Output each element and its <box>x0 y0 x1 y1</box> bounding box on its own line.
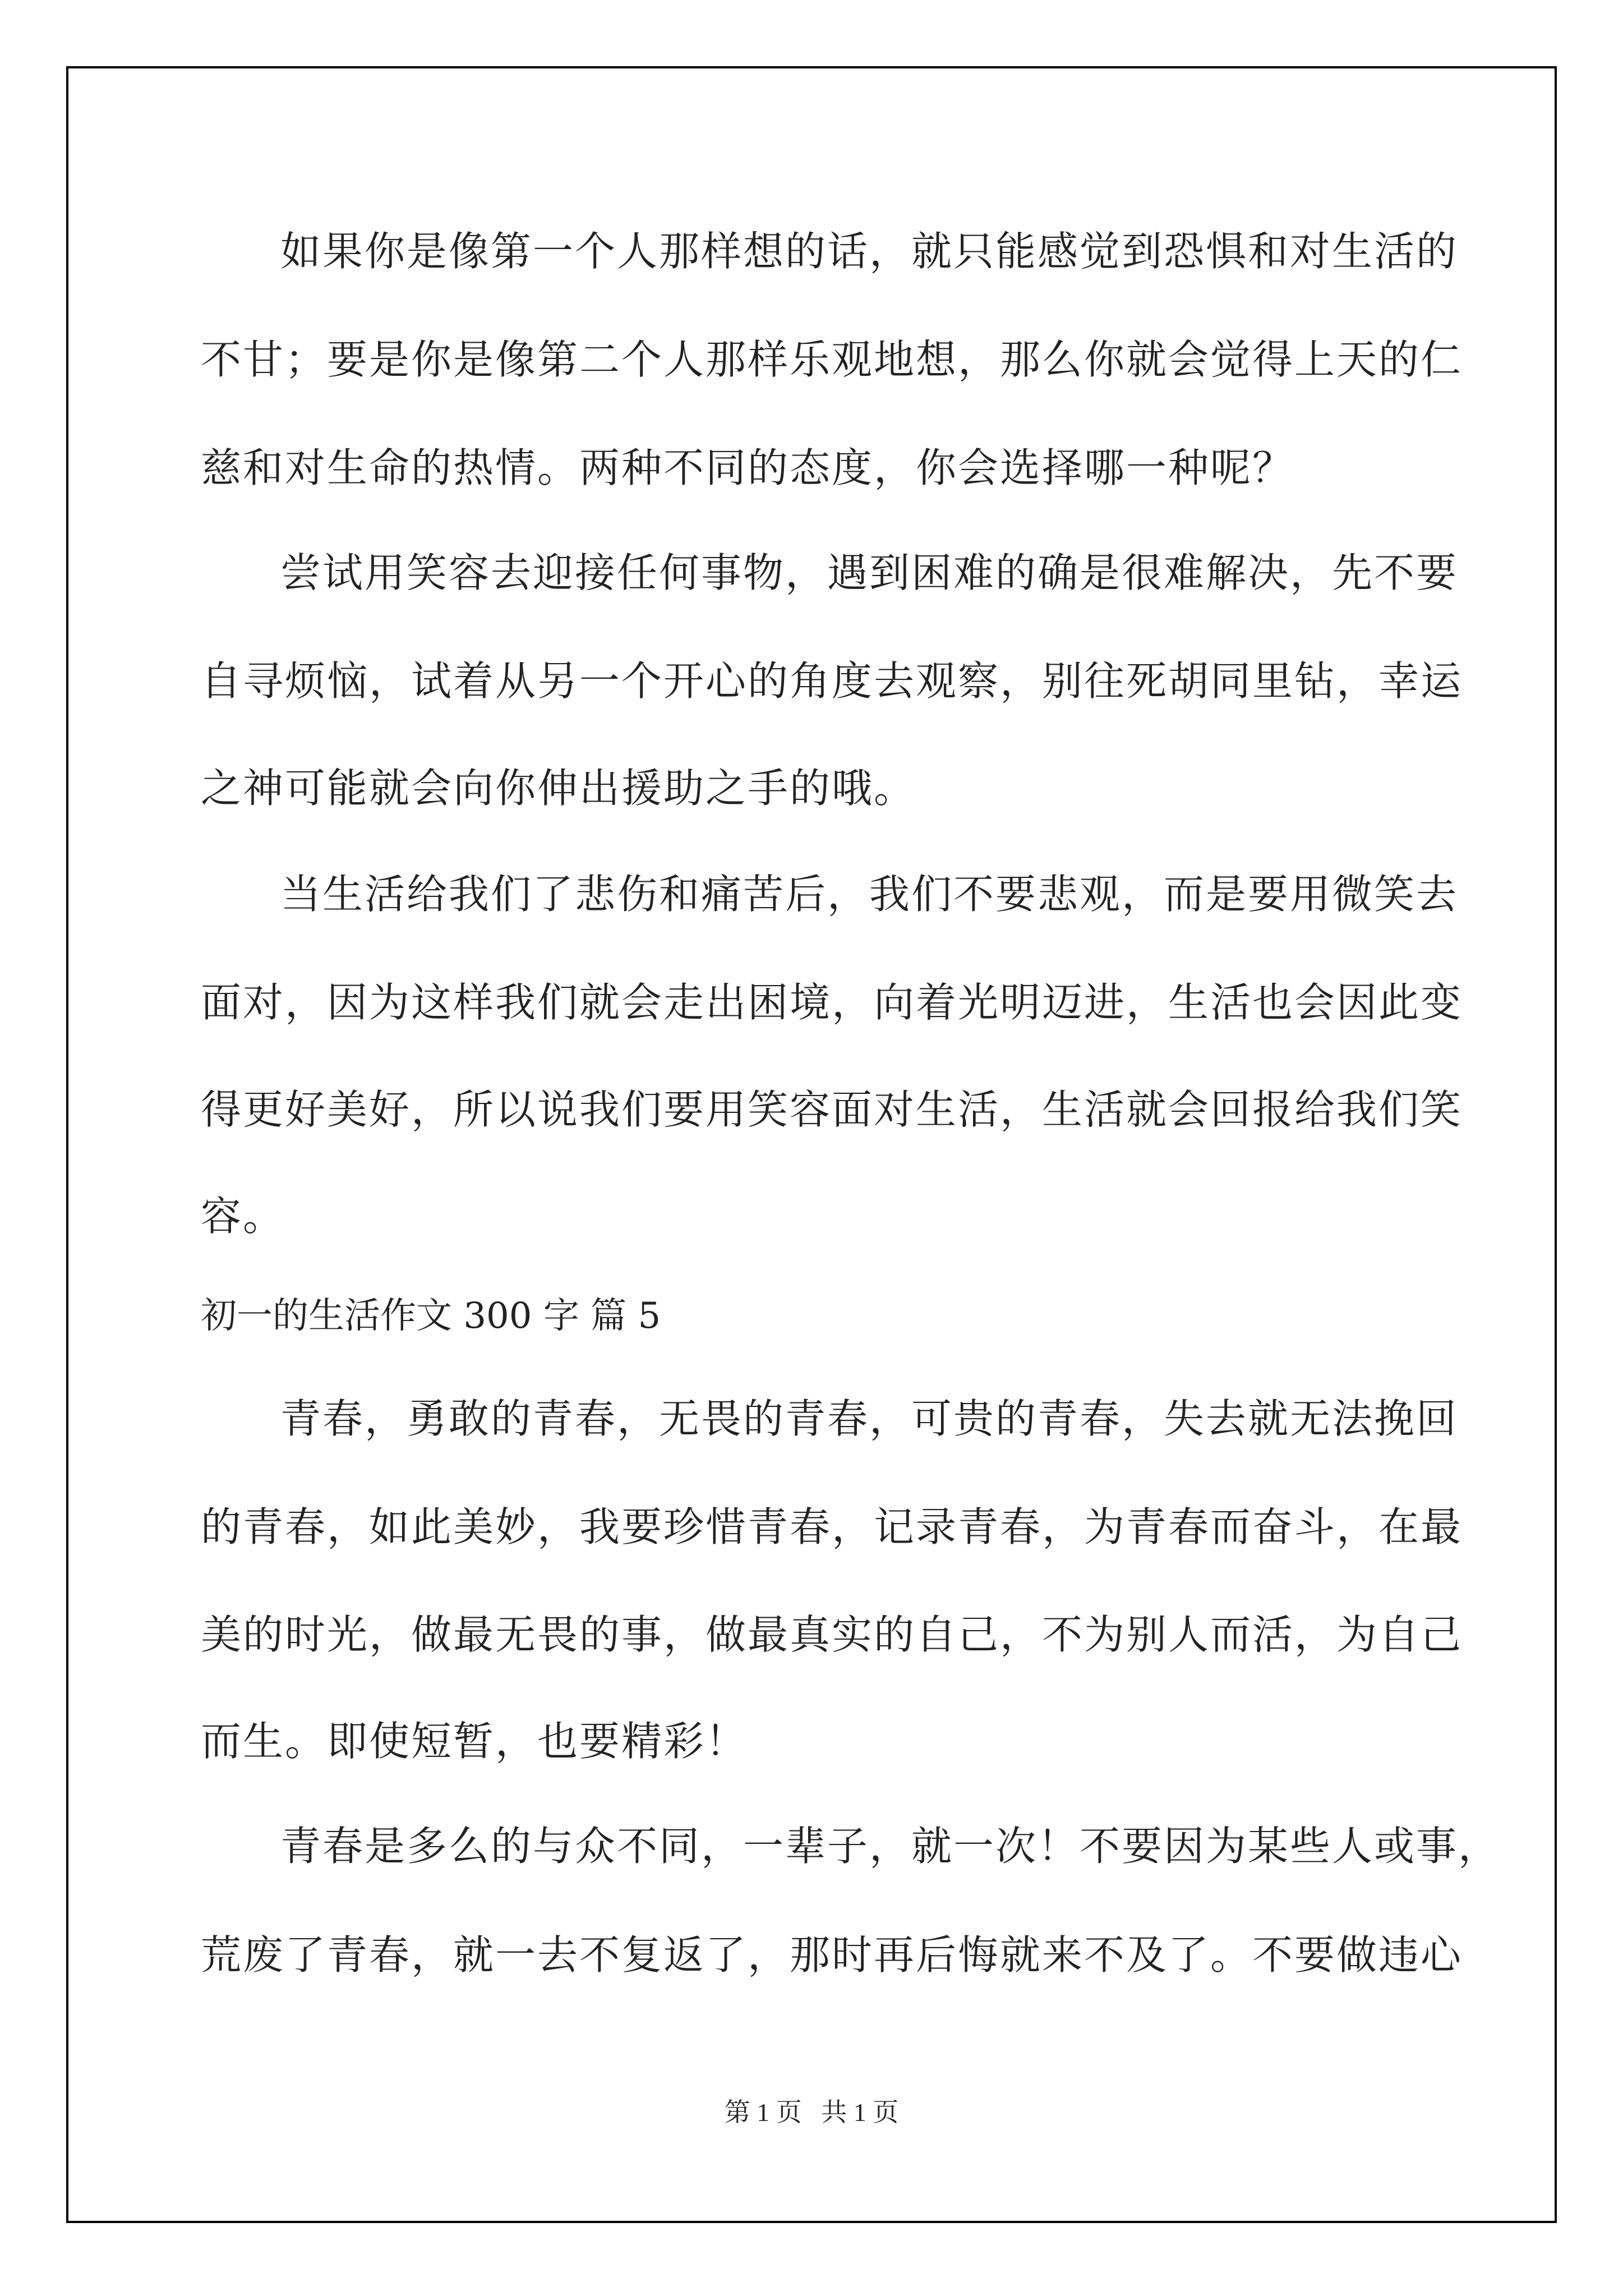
section-heading: 初一的生活作文 300 字 篇 5 <box>201 1295 661 1337</box>
paragraph-2-line-3: 之神可能就会向你伸出援助之手的哦。 <box>201 765 916 812</box>
paragraph-5-line-2: 荒废了青春，就一去不复返了，那时再后悔就来不及了。不要做违心 <box>201 1931 1463 1978</box>
paragraph-3-line-4: 容。 <box>201 1193 285 1240</box>
paragraph-1-line-1: 如果你是像第一个人那样想的话，就只能感觉到恐惧和对生活的 <box>280 228 1459 275</box>
page-border <box>66 66 1557 2223</box>
paragraph-4-line-3: 美的时光，做最无畏的事，做最真实的自己，不为别人而活，为自己 <box>201 1611 1463 1658</box>
paragraph-1-line-2: 不甘；要是你是像第二个人那样乐观地想，那么你就会觉得上天的仁 <box>201 336 1463 383</box>
page-number-footer: 第 1 页 共 1 页 <box>724 2098 899 2127</box>
paragraph-4-line-4: 而生。即使短暂，也要精彩！ <box>201 1718 748 1765</box>
paragraph-2-line-1: 尝试用笑容去迎接任何事物，遇到困难的确是很难解决，先不要 <box>280 549 1459 596</box>
paragraph-3-line-3: 得更好美好，所以说我们要用笑容面对生活，生活就会回报给我们笑 <box>201 1086 1463 1133</box>
paragraph-1-line-3: 慈和对生命的热情。两种不同的态度，你会选择哪一种呢？ <box>201 444 1295 491</box>
paragraph-3-line-1: 当生活给我们了悲伤和痛苦后，我们不要悲观，而是要用微笑去 <box>280 871 1459 918</box>
paragraph-2-line-2: 自寻烦恼，试着从另一个开心的角度去观察，别往死胡同里钻，幸运 <box>201 657 1463 705</box>
paragraph-4-line-2: 的青春，如此美妙，我要珍惜青春，记录青春，为青春而奋斗，在最 <box>201 1503 1463 1550</box>
paragraph-3-line-2: 面对，因为这样我们就会走出困境，向着光明迈进，生活也会因此变 <box>201 979 1463 1026</box>
paragraph-5-line-1: 青春是多么的与众不同，一辈子，就一次！不要因为某些人或事， <box>280 1823 1501 1870</box>
paragraph-4-line-1: 青春，勇敢的青春，无畏的青春，可贵的青春，失去就无法挽回 <box>280 1395 1459 1442</box>
